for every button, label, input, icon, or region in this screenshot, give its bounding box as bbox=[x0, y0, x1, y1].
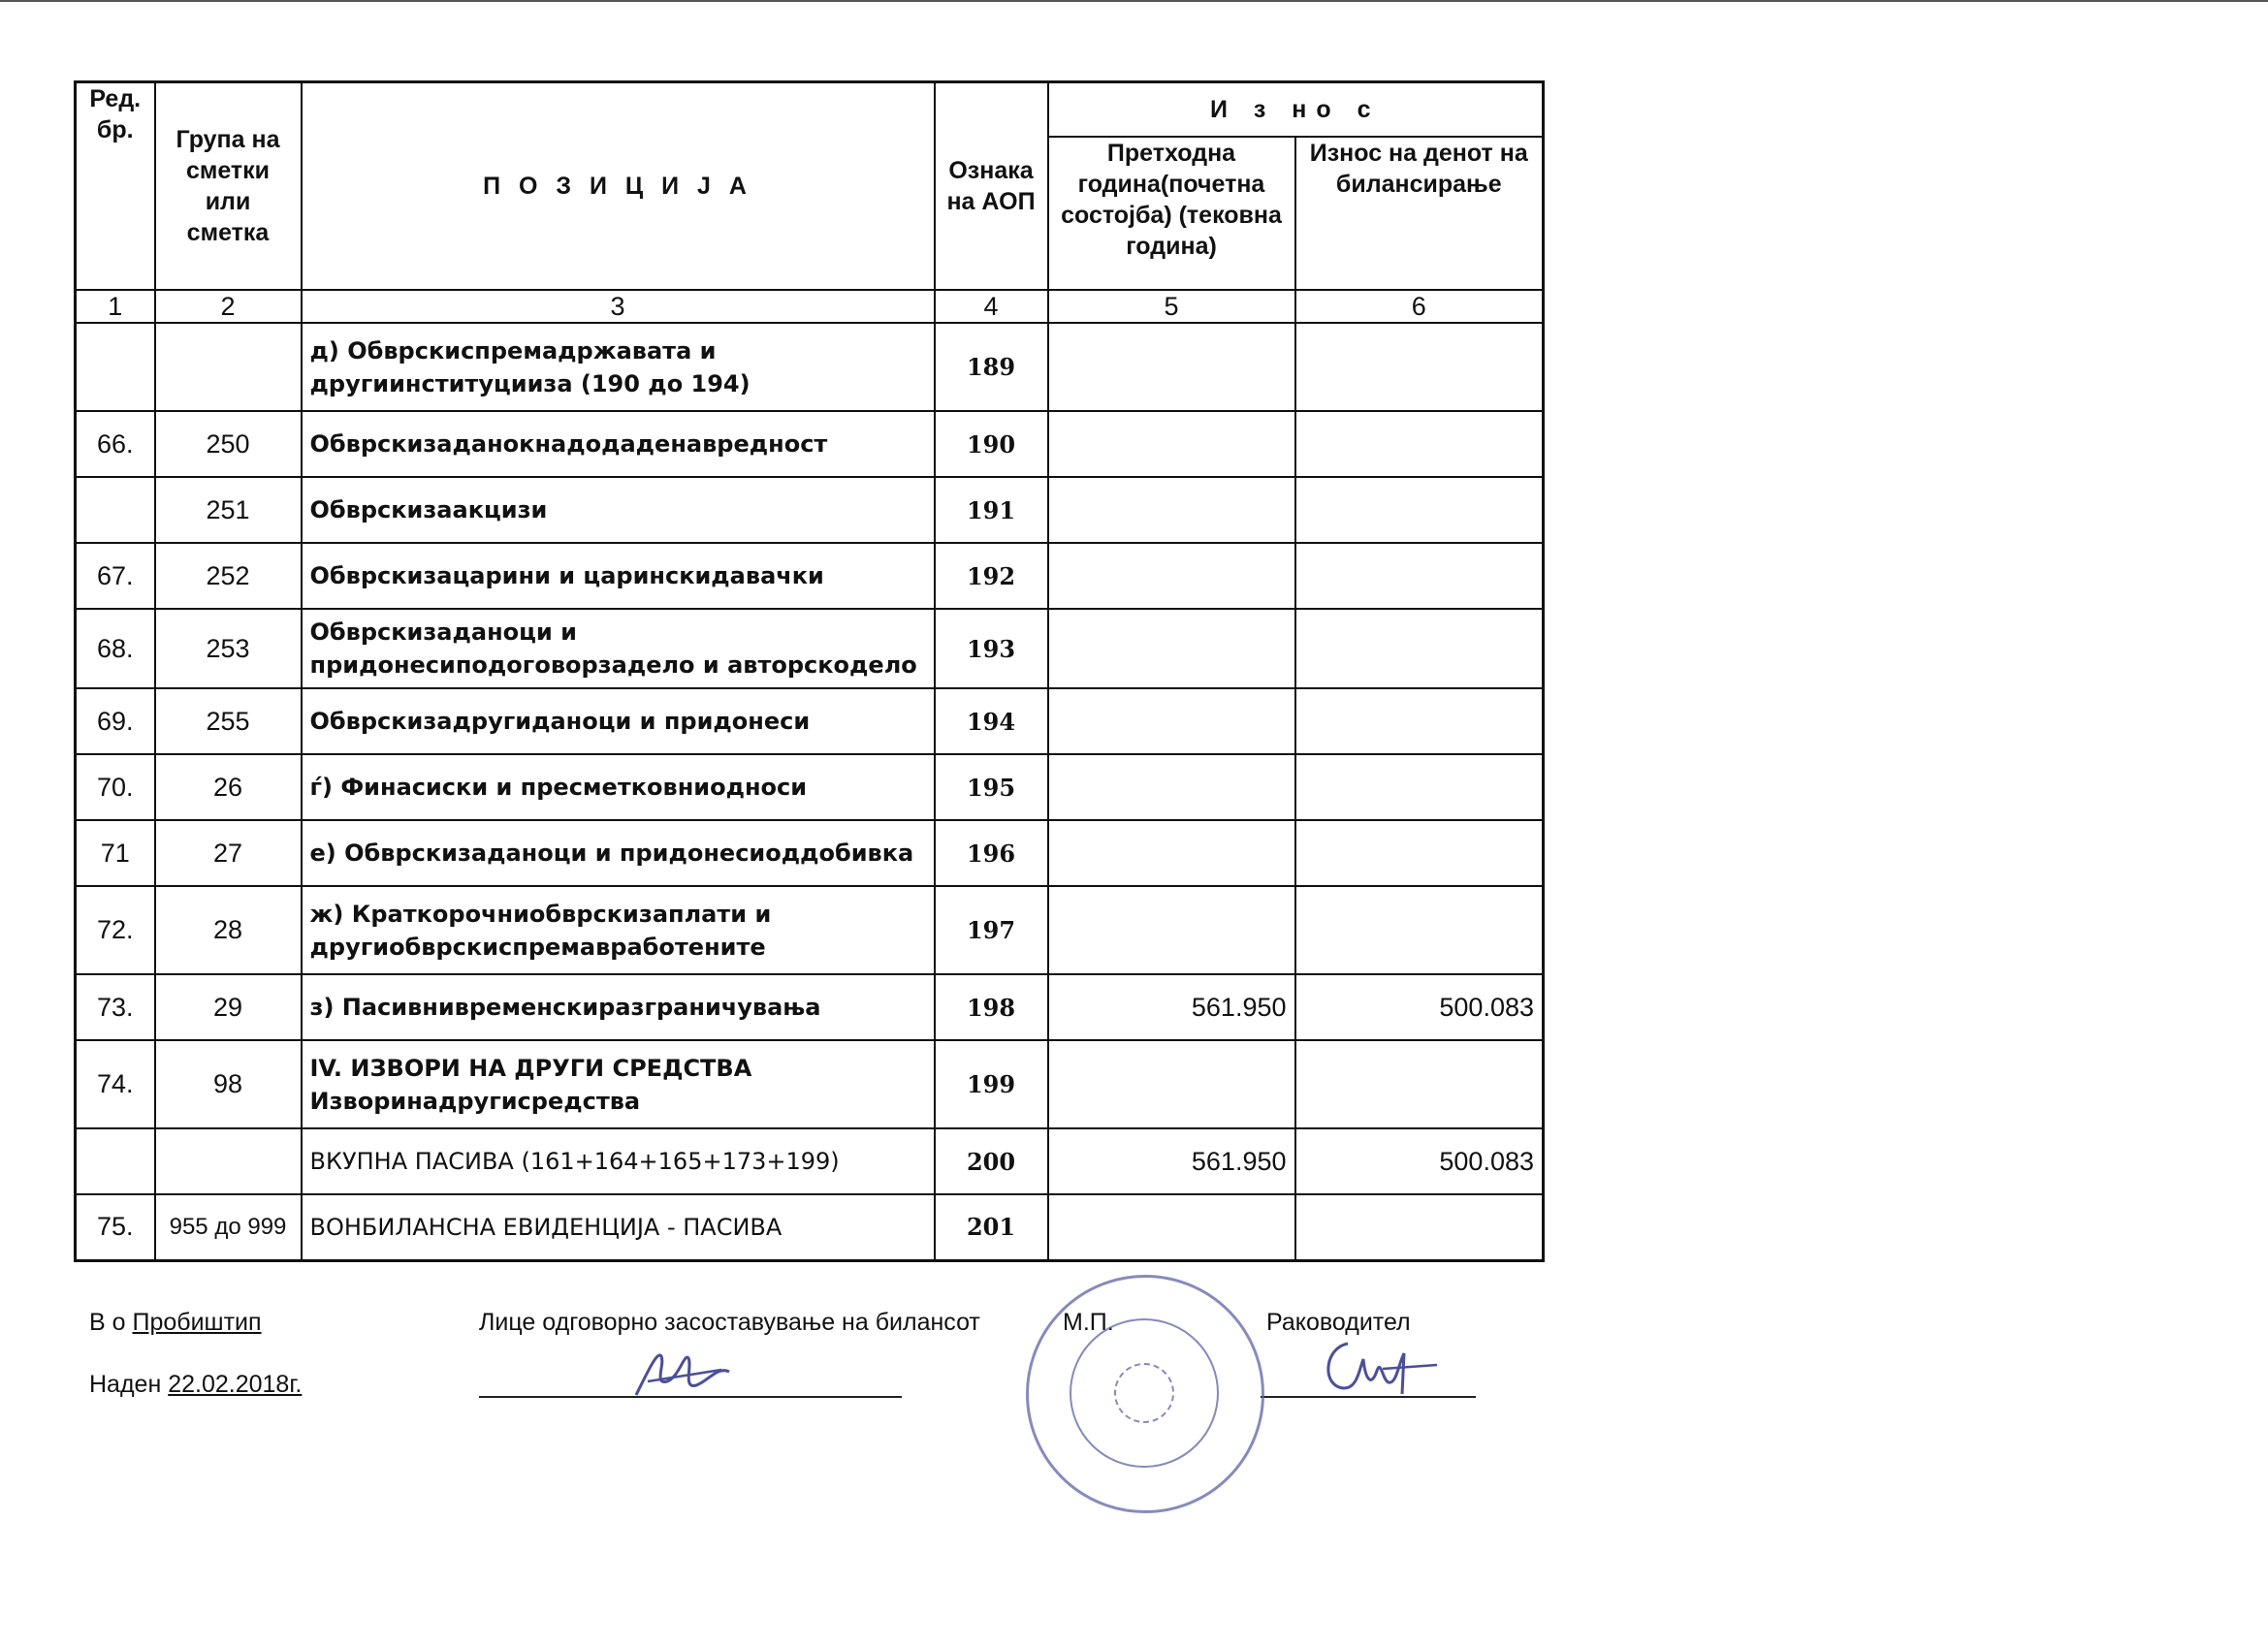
cell-prethodna bbox=[1048, 886, 1295, 974]
cell-red-br: 74. bbox=[76, 1040, 155, 1128]
cell-grupa bbox=[155, 1128, 302, 1194]
cell-tekovna: 500.083 bbox=[1295, 974, 1544, 1040]
table-row bbox=[76, 820, 1544, 886]
cell-red-br bbox=[76, 477, 155, 543]
header-iznos: И з но с bbox=[1048, 82, 1544, 138]
table-row bbox=[76, 886, 1544, 974]
responsible-person-label: Лице одговорно засоставување на билансот bbox=[479, 1309, 980, 1336]
cell-grupa: 252 bbox=[155, 543, 302, 609]
cell-pozicija: ВКУПНА ПАСИВА (161+164+165+173+199) bbox=[302, 1128, 935, 1194]
cell-red-br: 68. bbox=[76, 609, 155, 688]
cell-tekovna bbox=[1295, 820, 1544, 886]
column-number: 5 bbox=[1048, 290, 1295, 323]
naden-label: Наден bbox=[89, 1371, 162, 1398]
table-row bbox=[76, 1194, 1544, 1260]
manager-label: Раководител bbox=[1266, 1309, 1411, 1336]
cell-red-br: 70. bbox=[76, 754, 155, 820]
vo-label: В о bbox=[89, 1309, 126, 1336]
table-row bbox=[76, 1040, 1544, 1128]
cell-pozicija: е) Обврскизаданоци и придонесиоддобивка bbox=[302, 820, 935, 886]
cell-red-br bbox=[76, 323, 155, 411]
table-row bbox=[76, 609, 1544, 688]
cell-prethodna bbox=[1048, 477, 1295, 543]
cell-pozicija: ВОНБИЛАНСНА ЕВИДЕНЦИЈА - ПАСИВА bbox=[302, 1194, 935, 1260]
cell-aop: 194 bbox=[935, 688, 1048, 754]
cell-tekovna bbox=[1295, 754, 1544, 820]
cell-prethodna bbox=[1048, 543, 1295, 609]
cell-pozicija: Обврскизадругиданоци и придонеси bbox=[302, 688, 935, 754]
cell-aop: 192 bbox=[935, 543, 1048, 609]
table-row bbox=[76, 754, 1544, 820]
cell-grupa: 26 bbox=[155, 754, 302, 820]
table-row bbox=[76, 688, 1544, 754]
cell-red-br: 67. bbox=[76, 543, 155, 609]
column-number-row bbox=[76, 290, 1544, 323]
cell-prethodna bbox=[1048, 609, 1295, 688]
cell-tekovna bbox=[1295, 1040, 1544, 1128]
cell-grupa bbox=[155, 323, 302, 411]
cell-pozicija: Обврскизацарини и царинскидавачки bbox=[302, 543, 935, 609]
cell-grupa: 29 bbox=[155, 974, 302, 1040]
header-oznaka-aop: Ознака на АОП bbox=[935, 82, 1048, 291]
cell-prethodna bbox=[1048, 411, 1295, 477]
cell-prethodna bbox=[1048, 323, 1295, 411]
cell-red-br bbox=[76, 1128, 155, 1194]
header-iznos-denot: Износ на денот на билансирање bbox=[1295, 137, 1544, 290]
header-grupa: Група на сметки или сметка bbox=[155, 82, 302, 291]
header-red-br: Ред. бр. bbox=[76, 82, 155, 291]
table-row bbox=[76, 323, 1544, 411]
cell-prethodna: 561.950 bbox=[1048, 974, 1295, 1040]
date-value: 22.02.2018г. bbox=[168, 1371, 303, 1398]
cell-prethodna bbox=[1048, 1194, 1295, 1260]
cell-tekovna bbox=[1295, 1194, 1544, 1260]
cell-pozicija: ж) Краткорочниобврскизаплати и другиобврскиспремавработените bbox=[302, 886, 935, 974]
cell-red-br: 72. bbox=[76, 886, 155, 974]
cell-aop: 196 bbox=[935, 820, 1048, 886]
cell-prethodna bbox=[1048, 1040, 1295, 1128]
cell-aop: 189 bbox=[935, 323, 1048, 411]
cell-pozicija: Обврскизаакцизи bbox=[302, 477, 935, 543]
cell-grupa: 255 bbox=[155, 688, 302, 754]
place-value: Пробиштип bbox=[132, 1309, 262, 1336]
mp-label: М.П. bbox=[1063, 1309, 1114, 1336]
page-top-edge bbox=[0, 0, 2268, 2]
cell-pozicija: ѓ) Финасиски и пресметковниодноси bbox=[302, 754, 935, 820]
cell-aop: 199 bbox=[935, 1040, 1048, 1128]
stamp-emblem bbox=[1114, 1363, 1174, 1423]
balance-sheet-page bbox=[74, 80, 1545, 1262]
date-line bbox=[89, 1371, 302, 1399]
balance-sheet-table bbox=[74, 80, 1545, 1262]
column-number: 3 bbox=[302, 290, 935, 323]
cell-prethodna bbox=[1048, 820, 1295, 886]
column-number: 1 bbox=[76, 290, 155, 323]
cell-aop: 201 bbox=[935, 1194, 1048, 1260]
column-number: 4 bbox=[935, 290, 1048, 323]
cell-prethodna: 561.950 bbox=[1048, 1128, 1295, 1194]
cell-pozicija: д) Обврскиспремадржавата и другиинституцииза (190 до 194) bbox=[302, 323, 935, 411]
cell-tekovna bbox=[1295, 411, 1544, 477]
cell-grupa: 251 bbox=[155, 477, 302, 543]
cell-tekovna bbox=[1295, 323, 1544, 411]
cell-pozicija: з) Пасивнивременскиразграничувања bbox=[302, 974, 935, 1040]
cell-tekovna bbox=[1295, 477, 1544, 543]
table-row bbox=[76, 1128, 1544, 1194]
cell-pozicija: Обврскизаданоци и придонесиподоговорзадело и авторскодело bbox=[302, 609, 935, 688]
cell-tekovna bbox=[1295, 688, 1544, 754]
cell-aop: 197 bbox=[935, 886, 1048, 974]
cell-tekovna bbox=[1295, 609, 1544, 688]
place-line bbox=[89, 1309, 262, 1337]
cell-aop: 190 bbox=[935, 411, 1048, 477]
cell-red-br: 75. bbox=[76, 1194, 155, 1260]
cell-aop: 193 bbox=[935, 609, 1048, 688]
cell-aop: 200 bbox=[935, 1128, 1048, 1194]
cell-grupa: 28 bbox=[155, 886, 302, 974]
table-row bbox=[76, 543, 1544, 609]
official-stamp bbox=[1026, 1275, 1264, 1513]
column-number: 6 bbox=[1295, 290, 1544, 323]
cell-tekovna: 500.083 bbox=[1295, 1128, 1544, 1194]
cell-aop: 198 bbox=[935, 974, 1048, 1040]
manager-signature bbox=[1315, 1330, 1441, 1402]
cell-aop: 191 bbox=[935, 477, 1048, 543]
cell-red-br: 66. bbox=[76, 411, 155, 477]
cell-grupa: 253 bbox=[155, 609, 302, 688]
cell-grupa: 27 bbox=[155, 820, 302, 886]
table-row bbox=[76, 411, 1544, 477]
cell-grupa: 250 bbox=[155, 411, 302, 477]
cell-aop: 195 bbox=[935, 754, 1048, 820]
column-number: 2 bbox=[155, 290, 302, 323]
cell-pozicija: IV. ИЗВОРИ НА ДРУГИ СРЕДСТВА Изворинадругисредства bbox=[302, 1040, 935, 1128]
table-row bbox=[76, 477, 1544, 543]
stamp-inner-ring bbox=[1070, 1318, 1219, 1468]
table-row bbox=[76, 974, 1544, 1040]
cell-prethodna bbox=[1048, 688, 1295, 754]
cell-red-br: 73. bbox=[76, 974, 155, 1040]
cell-grupa: 955 до 999 bbox=[155, 1194, 302, 1260]
header-prethodna-godina: Претходна година(почетна состојба) (тековна година) bbox=[1048, 137, 1295, 290]
cell-tekovna bbox=[1295, 886, 1544, 974]
cell-pozicija: Обврскизаданокнадодаденавредност bbox=[302, 411, 935, 477]
cell-grupa: 98 bbox=[155, 1040, 302, 1128]
header-pozicija: П О З И Ц И Ј А bbox=[302, 82, 935, 291]
cell-tekovna bbox=[1295, 543, 1544, 609]
cell-red-br: 71 bbox=[76, 820, 155, 886]
cell-prethodna bbox=[1048, 754, 1295, 820]
cell-red-br: 69. bbox=[76, 688, 155, 754]
responsible-signature bbox=[628, 1343, 735, 1403]
